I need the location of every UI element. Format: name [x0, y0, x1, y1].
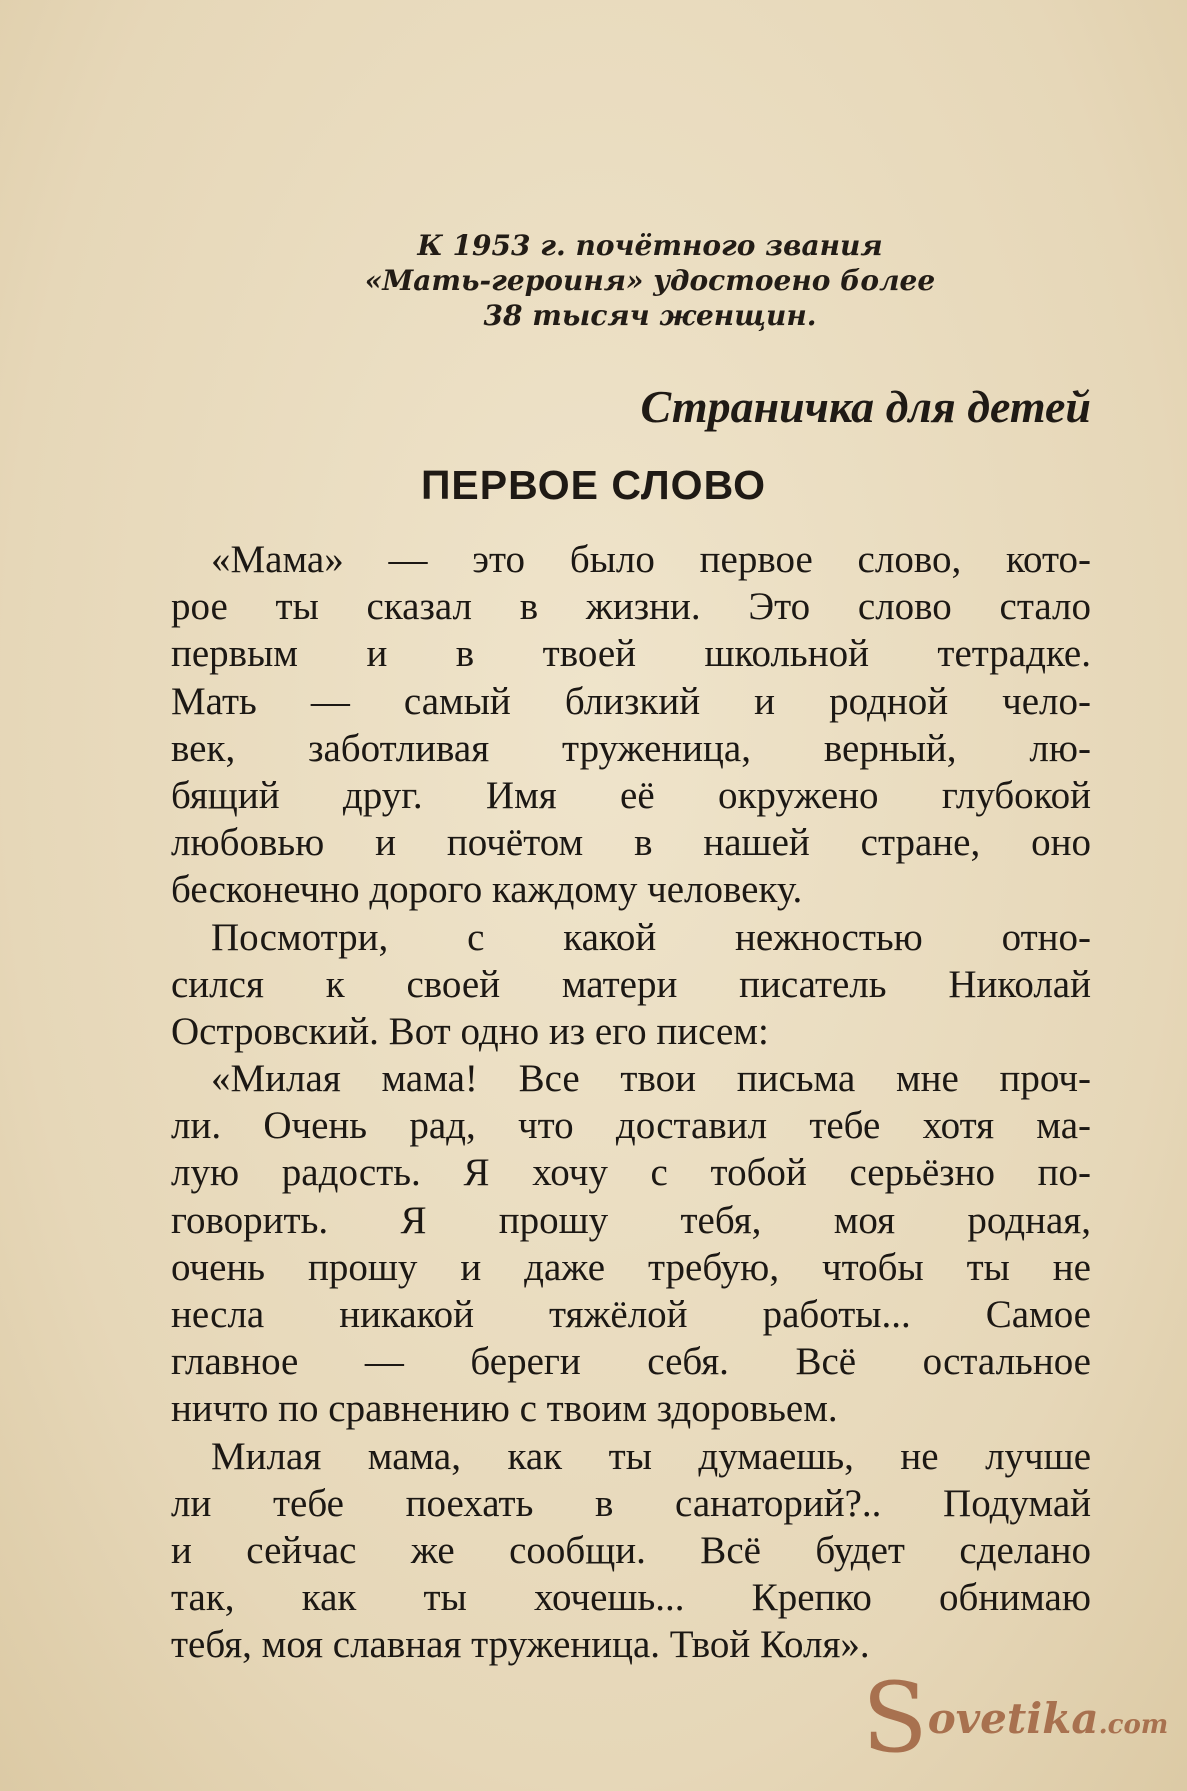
text-line: ли. Очень рад, что доставил тебе хотя ма-: [171, 1104, 1091, 1148]
article-body: [171, 536, 1091, 1669]
watermark-logo-s: S: [862, 1662, 928, 1774]
note-line: К 1953 г. почётного звания: [417, 229, 883, 262]
text-line: любовью и почётом в нашей стране, оно: [171, 821, 1091, 865]
text-line: очень прошу и даже требую, чтобы ты не: [171, 1245, 1091, 1289]
text-line: главное — береги себя. Всё остальное: [171, 1340, 1091, 1384]
section-rubric: Страничка для детей: [640, 381, 1091, 432]
text-line: сился к своей матери писатель Николай: [171, 962, 1091, 1006]
watermark-text: ovetika: [927, 1694, 1099, 1743]
text-line: Милая мама, как ты думаешь, не лучше: [211, 1434, 1091, 1478]
text-line: Посмотри, с какой нежностью отно-: [211, 915, 1091, 959]
text-line: Островский. Вот одно из его писем:: [171, 1009, 769, 1053]
text-line: бесконечно дорого каждому человеку.: [171, 868, 803, 912]
article-title: ПЕРВОЕ СЛОВО: [420, 462, 767, 508]
text-line: рое ты сказал в жизни. Это слово стало: [171, 585, 1091, 629]
note-line: 38 тысяч женщин.: [483, 299, 817, 332]
note-line: «Мать-героиня» удостоено более: [364, 264, 936, 297]
text-line: первым и в твоей школьной тетрадке.: [171, 632, 1091, 676]
text-line: бящий друг. Имя её окружено глубокой: [171, 773, 1091, 817]
text-line: «Милая мама! Все твои письма мне проч-: [211, 1057, 1091, 1101]
text-line: «Мама» — это было первое слово, кото-: [211, 538, 1091, 581]
text-line: несла никакой тяжёлой работы... Самое: [171, 1293, 1091, 1336]
text-line: ли тебе поехать в санаторий?.. Подумай: [171, 1481, 1091, 1525]
text-line: век, заботливая труженица, верный, лю-: [171, 726, 1091, 770]
historical-note: [300, 228, 1000, 333]
text-line: лую радость. Я хочу с тобой серьёзно по-: [171, 1151, 1091, 1195]
text-line: так, как ты хочешь... Крепко обнимаю: [171, 1576, 1091, 1620]
watermark-domain: .com: [1098, 1710, 1169, 1740]
text-line: тебя, моя славная труженица. Твой Коля».: [171, 1623, 870, 1667]
text-line: ничто по сравнению с твоим здоровьем.: [171, 1387, 838, 1431]
text-line: Мать — самый близкий и родной чело-: [171, 679, 1091, 723]
sovetika-watermark: [862, 1662, 1168, 1774]
text-line: говорить. Я прошу тебя, моя родная,: [171, 1198, 1091, 1242]
text-line: и сейчас же сообщи. Всё будет сделано: [171, 1528, 1091, 1572]
